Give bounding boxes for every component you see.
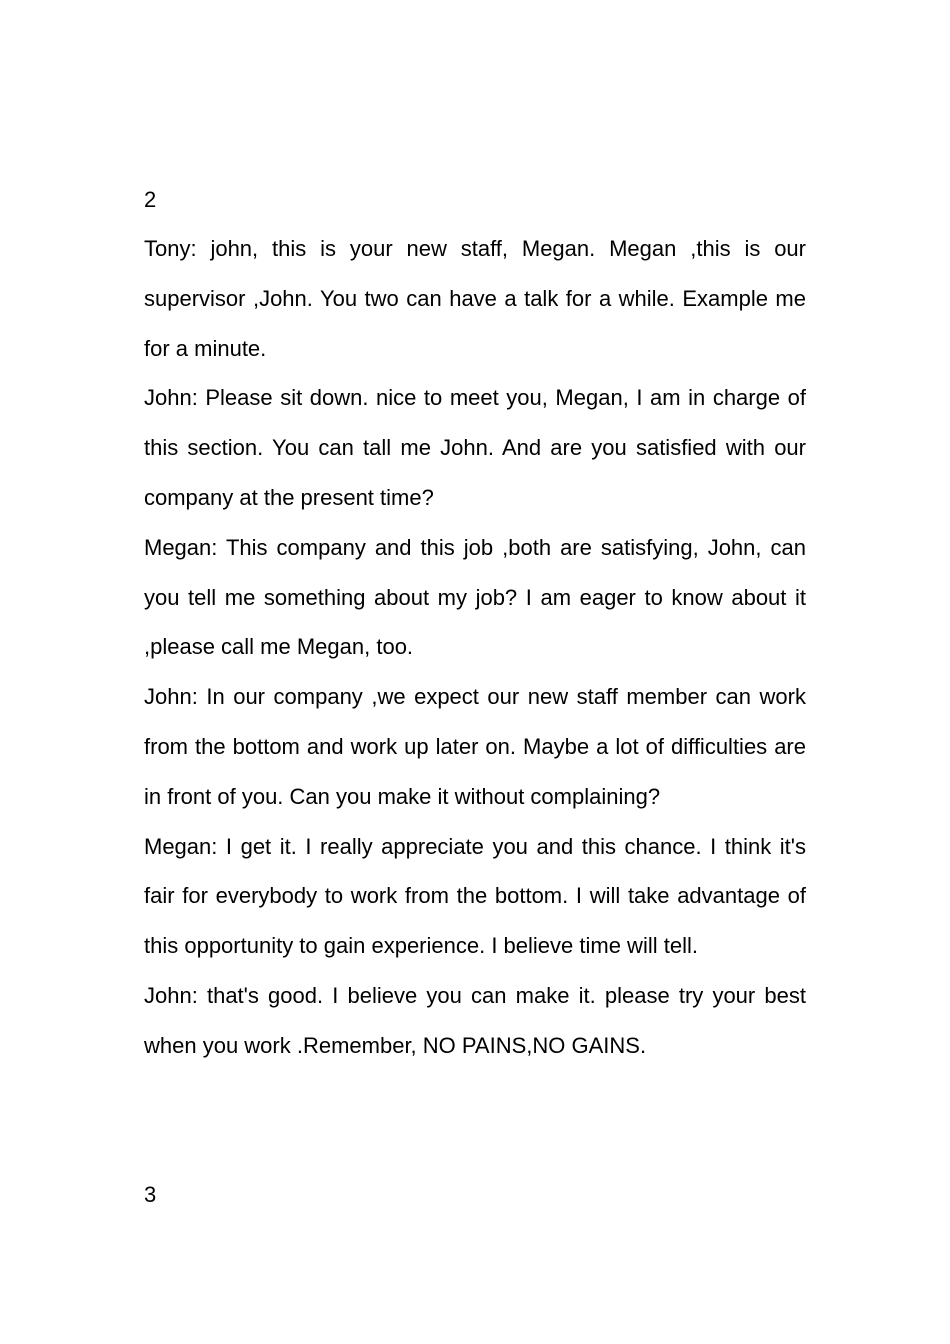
dialogue-turn-john: John: that's good. I believe you can make it. please try your best when you work .Remember, NO PAINS,NO GAINS. — [144, 982, 806, 1058]
dialogue-turn-tony: Tony: john, this is your new staff, Megan. Megan ,this is our supervisor ,John. You two can have a talk for a while. Example me for a minute. — [144, 236, 806, 361]
dialogue-turn-john: John: In our company ,we expect our new staff member can work from the bottom and work up later on. Maybe a lot of difficulties are in front of you. Can you make it without complaining? — [144, 684, 806, 809]
dialogue-turn-megan: Megan: This company and this job ,both are satisfying, John, can you tell me something about my job? I am eager to know about it ,please call me Megan, too. — [144, 534, 806, 660]
dialogue-turn-megan: Megan: I get it. I really appreciate you and this chance. I think it's fair for everybody to work from the bottom. I will take advantage of this opportunity to gain experience. I believe time will tell. — [144, 833, 806, 959]
section-number: 3 — [144, 1182, 157, 1207]
dialogue-turn-john: John: Please sit down. nice to meet you, Megan, I am in charge of this section. You can tall me John. And are you satisfied with our company at the present time? — [144, 385, 806, 510]
dialogue-block — [144, 224, 806, 1071]
section-number: 2 — [144, 187, 157, 212]
